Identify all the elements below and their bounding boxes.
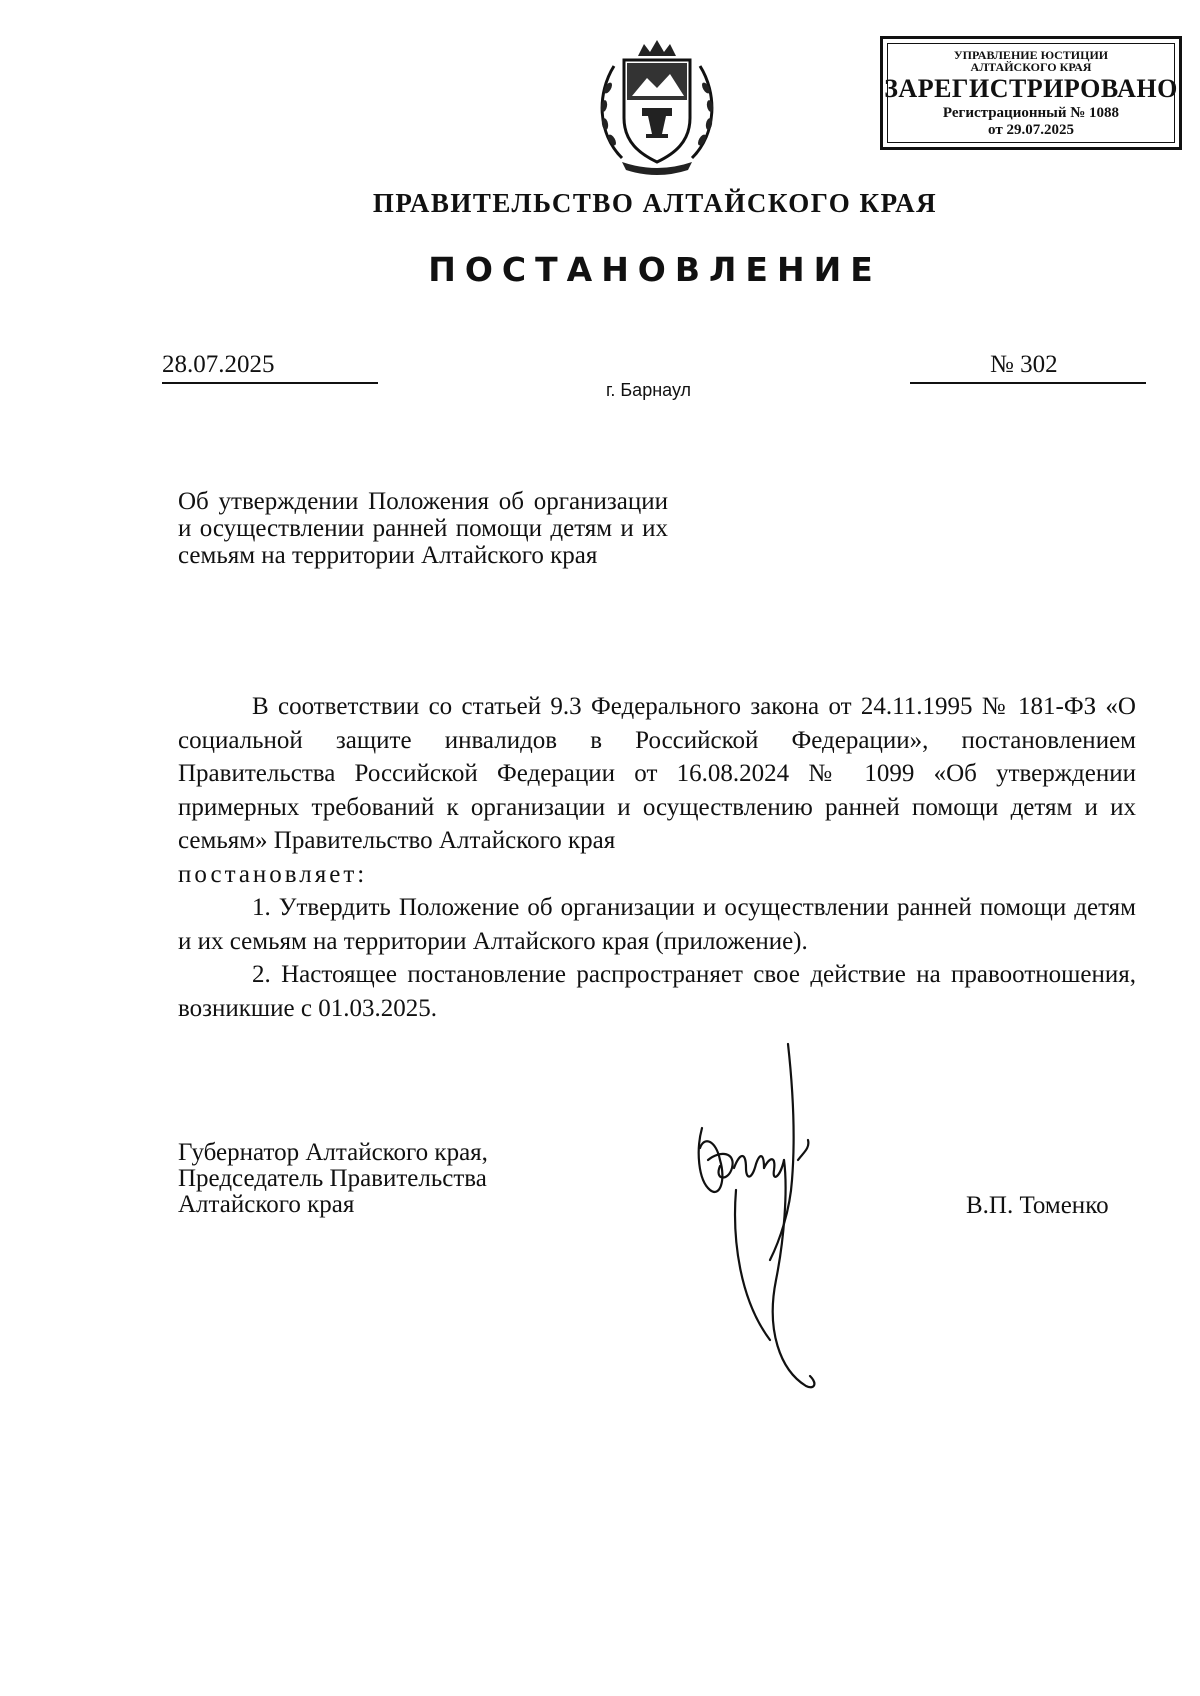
- decree-word: постановляет:: [178, 860, 368, 888]
- signer-name: В.П. Томенко: [966, 1192, 1109, 1219]
- signer-position-line: Алтайского края: [178, 1191, 355, 1218]
- signer-position: [178, 1140, 578, 1218]
- item-paragraph: 1. Утвердить Положение об организации и осуществлении ранней помощи детям и их семьям на территории Алтайского края (приложение).: [178, 894, 1136, 955]
- preamble-paragraph: В соответствии со статьей 9.3 Федерального закона от 24.11.1995 № 181-ФЗ «О социальной защите инвалидов в Российской Федерации», постановлением Правительства Российской Федерации от 16.08.2024 № 1099 «Об утверждении примерных требований к организации и осуществлению ранней помощи детям и их семьям» Правительство Алтайского края: [178, 693, 1136, 854]
- document-date: 28.07.2025: [162, 350, 378, 384]
- coat-of-arms-icon: [592, 38, 722, 178]
- government-name: ПРАВИТЕЛЬСТВО АЛТАЙСКОГО КРАЯ: [372, 188, 938, 218]
- stamp-registration-number: Регистрационный № 1088: [942, 105, 1120, 121]
- stamp-status: ЗАРЕГИСТРИРОВАНО: [884, 74, 1178, 103]
- document-subject: Об утверждении Положения об организации и осуществлении ранней помощи детям и их семьям на территории Алтайского края: [178, 488, 668, 569]
- document-body: [178, 690, 1136, 1025]
- document-city: г. Барнаул: [606, 380, 692, 400]
- stamp-date: от 29.07.2025: [988, 122, 1074, 138]
- stamp-organization: УПРАВЛЕНИЕ ЮСТИЦИИ АЛТАЙСКОГО КРАЯ: [953, 48, 1109, 74]
- registration-stamp: [880, 36, 1182, 150]
- item-paragraph: 2. Настоящее постановление распространяет свое действие на правоотношения, возникшие с 01.03.2025.: [178, 961, 1136, 1022]
- handwritten-signature-icon: [680, 1040, 850, 1420]
- signer-position-line: Губернатор Алтайского края,: [178, 1139, 488, 1166]
- document-type: ПОСТАНОВЛЕНИЕ: [428, 250, 882, 289]
- document-number: № 302: [910, 350, 1146, 384]
- signer-position-line: Председатель Правительства: [178, 1165, 487, 1192]
